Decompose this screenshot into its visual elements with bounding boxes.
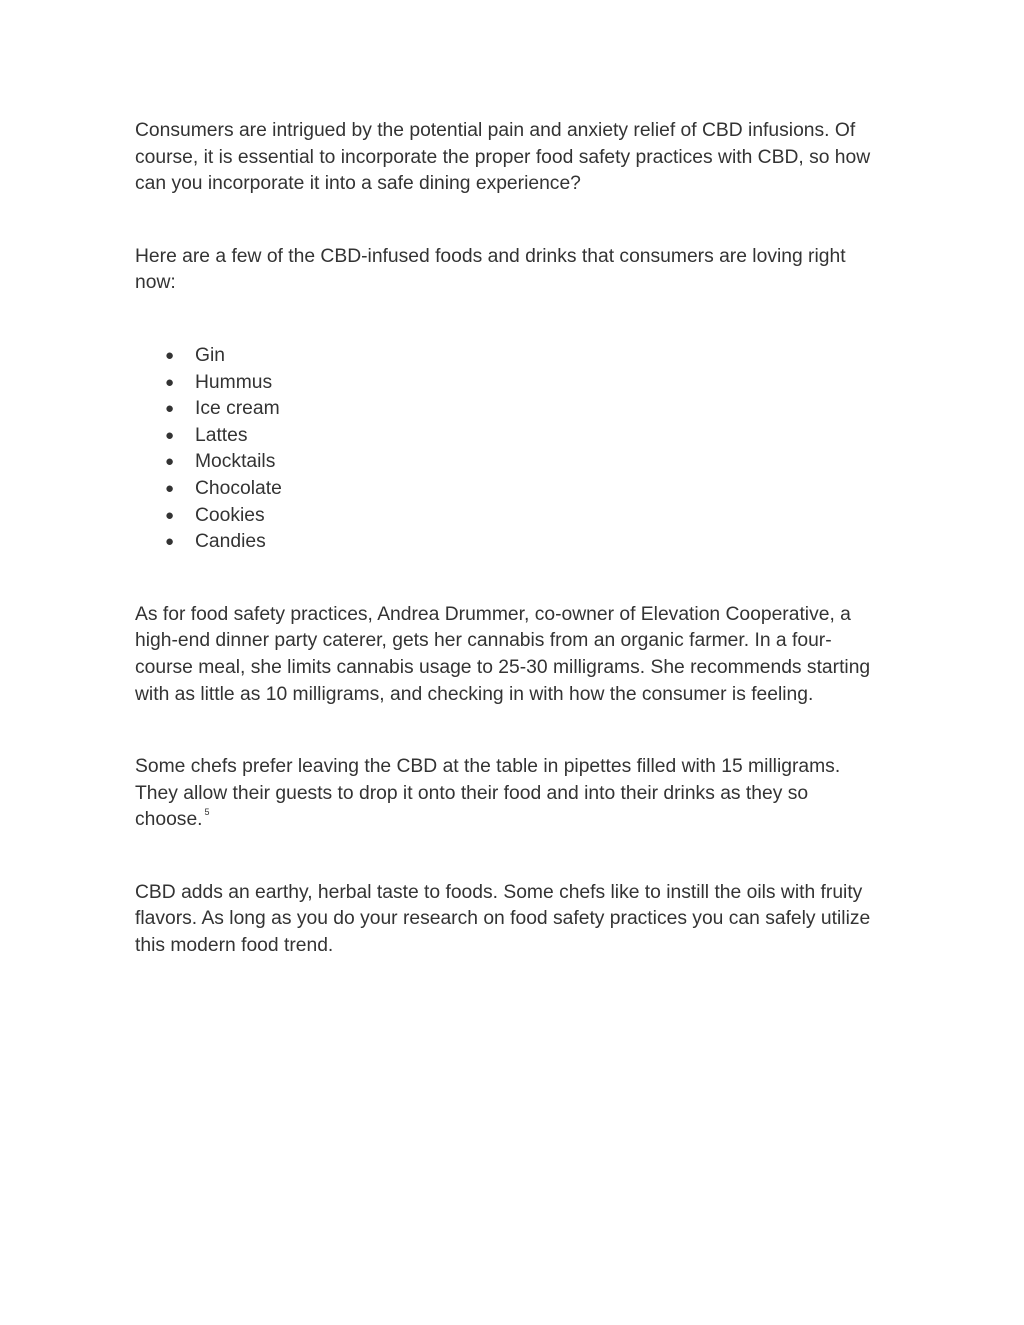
list-item-label: Ice cream — [195, 398, 280, 420]
list-item — [135, 343, 875, 370]
list-item-label: Hummus — [195, 371, 273, 393]
list-item — [135, 423, 875, 450]
bullet-icon: ● — [165, 506, 175, 524]
list-item — [135, 503, 875, 530]
bullet-icon: ● — [165, 400, 175, 418]
list-intro-paragraph: Here are a few of the CBD-infused foods and drinks that consumers are loving right now: — [135, 245, 846, 294]
cbd-foods-list — [135, 343, 875, 556]
bullet-icon: ● — [165, 533, 175, 551]
list-item — [135, 449, 875, 476]
list-item-label: Chocolate — [195, 477, 282, 499]
list-item — [135, 529, 875, 556]
list-item — [135, 396, 875, 423]
pipettes-paragraph — [135, 754, 875, 834]
document-body — [135, 118, 875, 960]
list-item-label: Cookies — [195, 504, 265, 526]
list-item — [135, 476, 875, 503]
list-item-label: Mocktails — [195, 451, 276, 473]
bullet-icon: ● — [165, 373, 175, 391]
bullet-icon: ● — [165, 426, 175, 444]
bullet-icon: ● — [165, 479, 175, 497]
list-item-label: Gin — [195, 344, 226, 366]
taste-paragraph: CBD adds an earthy, herbal taste to foods. Some chefs like to instill the oils with fruity flavors. As long as you do your research on food safety practices you can safely utilize this modern food trend. — [135, 881, 871, 957]
bullet-icon: ● — [165, 346, 175, 364]
bullet-icon: ● — [165, 453, 175, 471]
list-item-label: Candies — [195, 531, 266, 553]
intro-paragraph: Consumers are intrigued by the potential pain and anxiety relief of CBD infusions. Of course, it is essential to incorporate the proper food safety practices with CBD, so how can you incorporate it into a safe dining experience? — [135, 120, 871, 195]
footnote-marker: 5 — [204, 806, 210, 817]
list-item-label: Lattes — [195, 424, 248, 446]
pipettes-paragraph-text: Some chefs prefer leaving the CBD at the table in pipettes filled with 15 milligrams. They allow their guests to drop it onto their food and into their drinks as they so choose. — [135, 756, 841, 831]
food-safety-paragraph: As for food safety practices, Andrea Drummer, co-owner of Elevation Cooperative, a high-end dinner party caterer, gets her cannabis from an organic farmer. In a four-course meal, she limits cannabis usage to 25-30 milligrams. She recommends starting with as little as 10 milligrams, and checking in with how the consumer is feeling. — [135, 603, 871, 705]
list-item — [135, 370, 875, 397]
